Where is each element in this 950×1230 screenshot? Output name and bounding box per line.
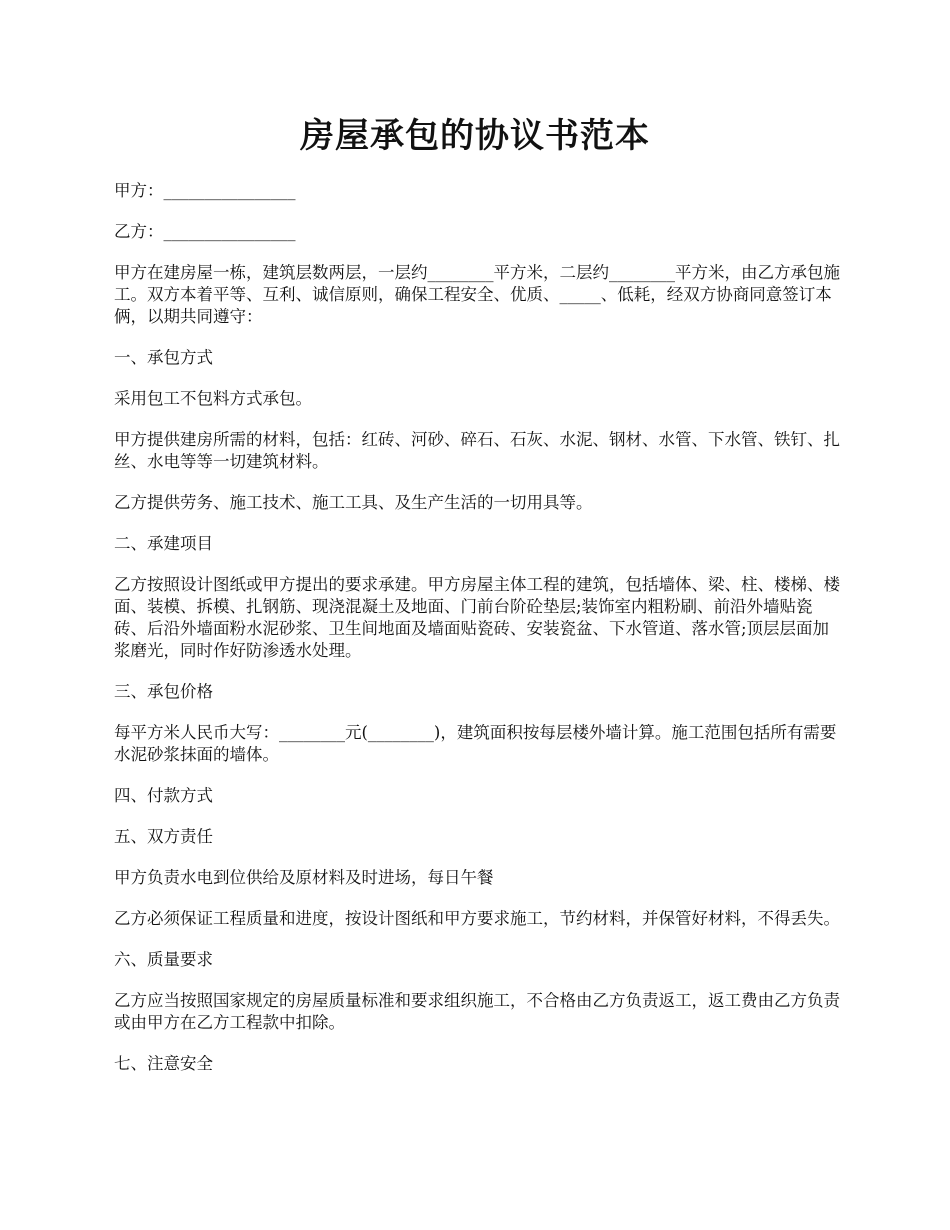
party-a-line: 甲方：________________ <box>114 181 296 200</box>
paragraph-materials: 甲方提供建房所需的材料，包括：红砖、河砂、碎石、石灰、水泥、钢材、水管、下水管、铁钉、扎丝、水电等等一切建筑材料。 <box>114 430 840 471</box>
paragraph-quality: 乙方应当按照国家规定的房屋质量标准和要求组织施工，不合格由乙方负责返工，返工费由乙方负责或由甲方在乙方工程款中扣除。 <box>114 991 840 1032</box>
section-heading-4: 四、付款方式 <box>114 786 213 805</box>
paragraph-contract-mode: 采用包工不包料方式承包。 <box>114 389 312 408</box>
intro-paragraph: 甲方在建房屋一栋，建筑层数两层，一层约________平方米，二层约________平方米，由乙方承包施工。双方本着平等、互利、诚信原则，确保工程安全、优质、_____、低耗，经双方协商同意签订本俩，以期共同遵守： <box>114 263 840 326</box>
document-title: 房屋承包的协议书范本 <box>300 116 650 156</box>
section-heading-7: 七、注意安全 <box>114 1054 213 1073</box>
party-b-line: 乙方：________________ <box>114 222 296 241</box>
section-heading-5: 五、双方责任 <box>114 827 213 846</box>
section-heading-3: 三、承包价格 <box>114 682 213 701</box>
paragraph-party-b-duty: 乙方必须保证工程质量和进度，按设计图纸和甲方要求施工，节约材料，并保管好材料，不得丢失。 <box>114 909 840 928</box>
section-heading-1: 一、承包方式 <box>114 348 213 367</box>
section-heading-2: 二、承建项目 <box>114 534 213 553</box>
paragraph-price: 每平方米人民币大写：________元(________)，建筑面积按每层楼外墙计算。施工范围包括所有需要水泥砂浆抹面的墙体。 <box>114 723 837 764</box>
section-heading-6: 六、质量要求 <box>114 950 213 969</box>
paragraph-labor: 乙方提供劳务、施工技术、施工工具、及生产生活的一切用具等。 <box>114 493 593 512</box>
document-body <box>114 180 844 1094</box>
paragraph-party-a-duty: 甲方负责水电到位供给及原材料及时进场，每日午餐 <box>114 868 494 887</box>
paragraph-project-scope: 乙方按照设计图纸或甲方提出的要求承建。甲方房屋主体工程的建筑，包括墙体、梁、柱、楼梯、楼面、装模、拆模、扎钢筋、现浇混凝土及地面、门前台阶砼垫层;装饰室内粗粉刷、前沿外墙贴瓷砖、后沿外墙面粉水泥砂浆、卫生间地面及墙面贴瓷砖、安装瓷盆、下水管道、落水管;顶层层面加浆磨光，同时作好防渗透水处理。 <box>114 575 840 660</box>
